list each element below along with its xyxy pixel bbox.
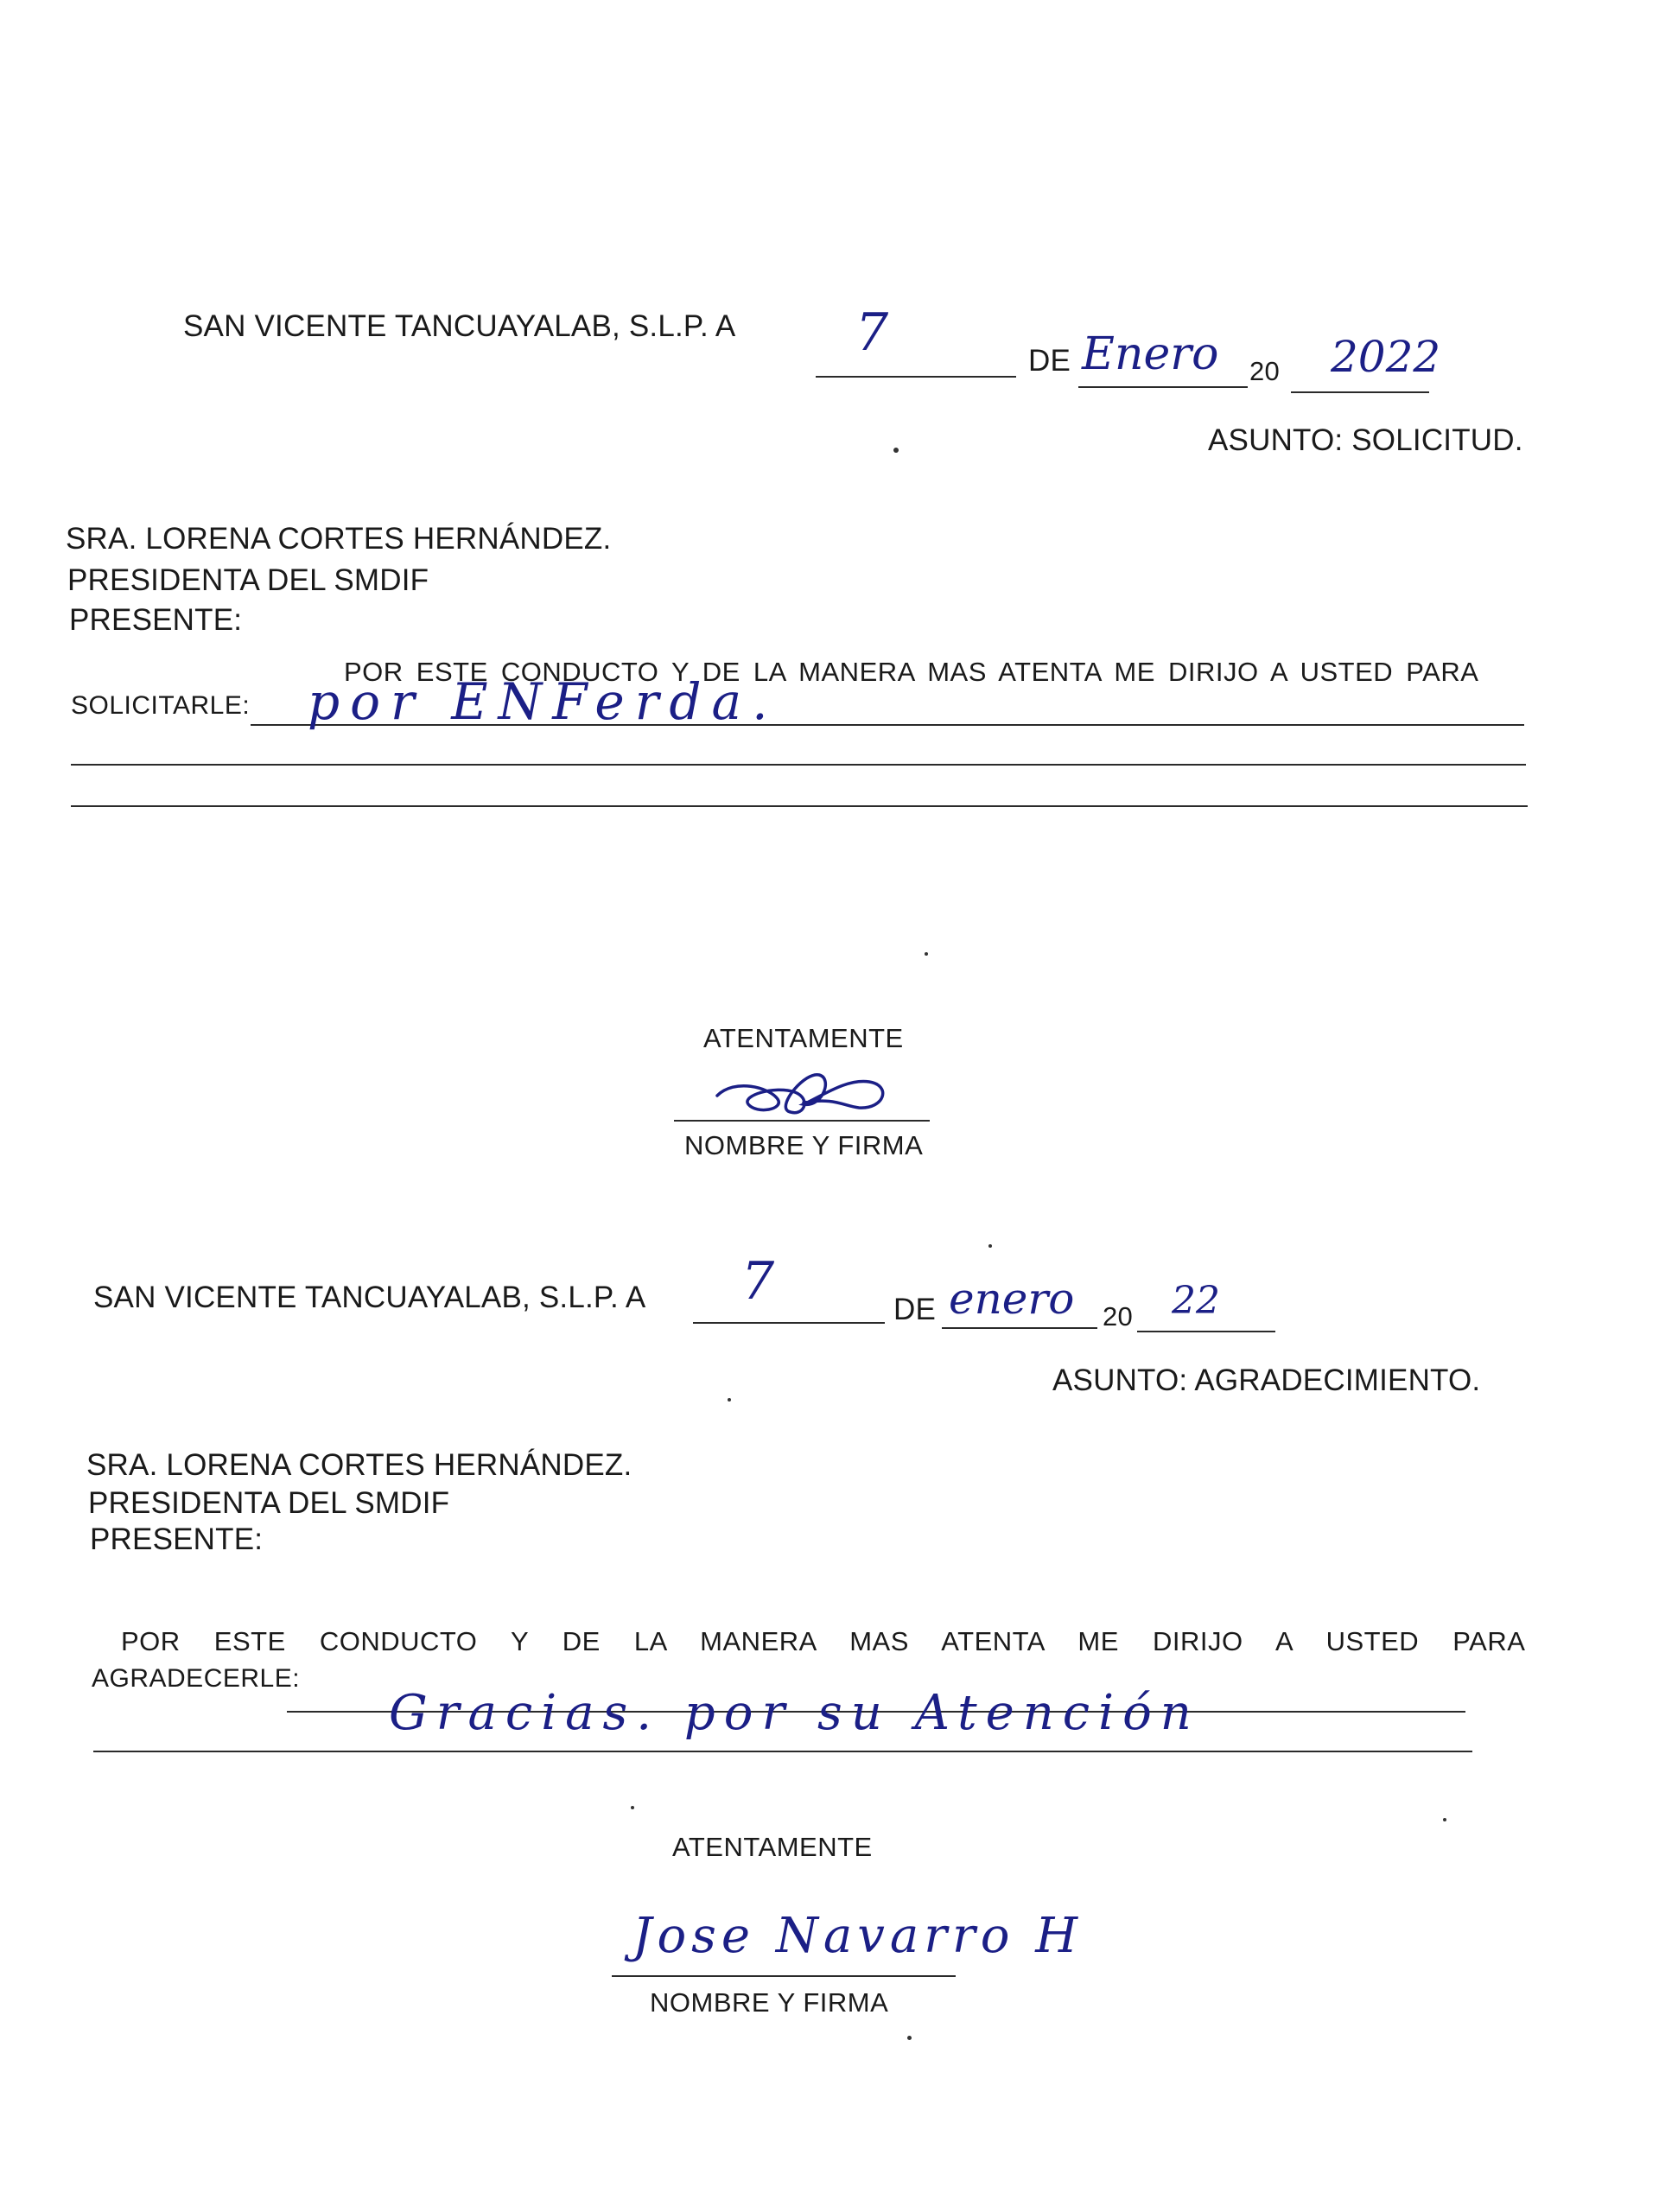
year-line bbox=[1137, 1331, 1275, 1332]
recipient-title: PRESIDENTA DEL SMDIF bbox=[88, 1486, 450, 1520]
subject-line: ASUNTO: SOLICITUD. bbox=[1208, 423, 1523, 457]
recipient-name: SRA. LORENA CORTES HERNÁNDEZ. bbox=[86, 1448, 632, 1482]
year-line bbox=[1291, 391, 1429, 393]
de-label: DE bbox=[893, 1293, 937, 1326]
body-label: SOLICITARLE: bbox=[71, 691, 251, 720]
closing-text: ATENTAMENTE bbox=[703, 1023, 904, 1053]
closing-text: ATENTAMENTE bbox=[672, 1832, 873, 1862]
scan-speck bbox=[988, 1244, 992, 1248]
month-handwritten: enero bbox=[949, 1274, 1075, 1324]
month-line bbox=[942, 1327, 1097, 1329]
day-handwritten: 7 bbox=[855, 302, 889, 363]
place-date-prefix: SAN VICENTE TANCUAYALAB, S.L.P. A bbox=[183, 309, 736, 343]
signature-label: NOMBRE Y FIRMA bbox=[650, 1987, 889, 2018]
body-line-3 bbox=[71, 805, 1528, 807]
year-prefix: 20 bbox=[1249, 356, 1280, 386]
intro-text: POR ESTE CONDUCTO Y DE LA MANERA MAS ATENTA ME DIRIJO A USTED PARA bbox=[344, 657, 1479, 687]
day-line bbox=[693, 1322, 885, 1324]
subject-line: ASUNTO: AGRADECIMIENTO. bbox=[1052, 1363, 1481, 1397]
scan-speck bbox=[893, 448, 899, 453]
month-handwritten: Enero bbox=[1082, 328, 1219, 380]
recipient-presente: PRESENTE: bbox=[90, 1522, 264, 1556]
scan-speck bbox=[631, 1806, 634, 1809]
scan-speck bbox=[728, 1398, 731, 1402]
intro-text: POR ESTE CONDUCTO Y DE LA MANERA MAS ATENTA ME DIRIJO A USTED PARA bbox=[121, 1626, 1526, 1656]
scan-speck bbox=[925, 952, 928, 956]
scan-speck bbox=[1443, 1818, 1446, 1821]
scan-speck bbox=[907, 2036, 912, 2040]
year-handwritten: 22 bbox=[1172, 1279, 1220, 1323]
year-handwritten: 2022 bbox=[1331, 332, 1441, 382]
place-date-prefix: SAN VICENTE TANCUAYALAB, S.L.P. A bbox=[93, 1281, 646, 1314]
recipient-name: SRA. LORENA CORTES HERNÁNDEZ. bbox=[66, 522, 612, 556]
month-line bbox=[1078, 386, 1248, 388]
year-prefix: 20 bbox=[1103, 1301, 1133, 1332]
signature-line bbox=[612, 1975, 956, 1977]
recipient-title: PRESIDENTA DEL SMDIF bbox=[67, 563, 429, 597]
day-line bbox=[816, 376, 1016, 378]
body-line-2 bbox=[71, 764, 1526, 766]
day-handwritten: 7 bbox=[741, 1251, 775, 1312]
signature-label: NOMBRE Y FIRMA bbox=[684, 1130, 924, 1160]
signature-line bbox=[674, 1120, 930, 1122]
body-handwritten: por ENFerda. bbox=[308, 672, 779, 731]
body-label: AGRADECERLE: bbox=[92, 1664, 301, 1693]
de-label: DE bbox=[1028, 344, 1071, 378]
signature-scribble-1 bbox=[674, 1061, 933, 1127]
body-handwritten: Gracias. por su Atención bbox=[389, 1685, 1200, 1741]
signature-handwritten: Jose Navarro H bbox=[632, 1908, 1084, 1964]
recipient-presente: PRESENTE: bbox=[69, 603, 243, 637]
body-line-2 bbox=[93, 1751, 1472, 1752]
